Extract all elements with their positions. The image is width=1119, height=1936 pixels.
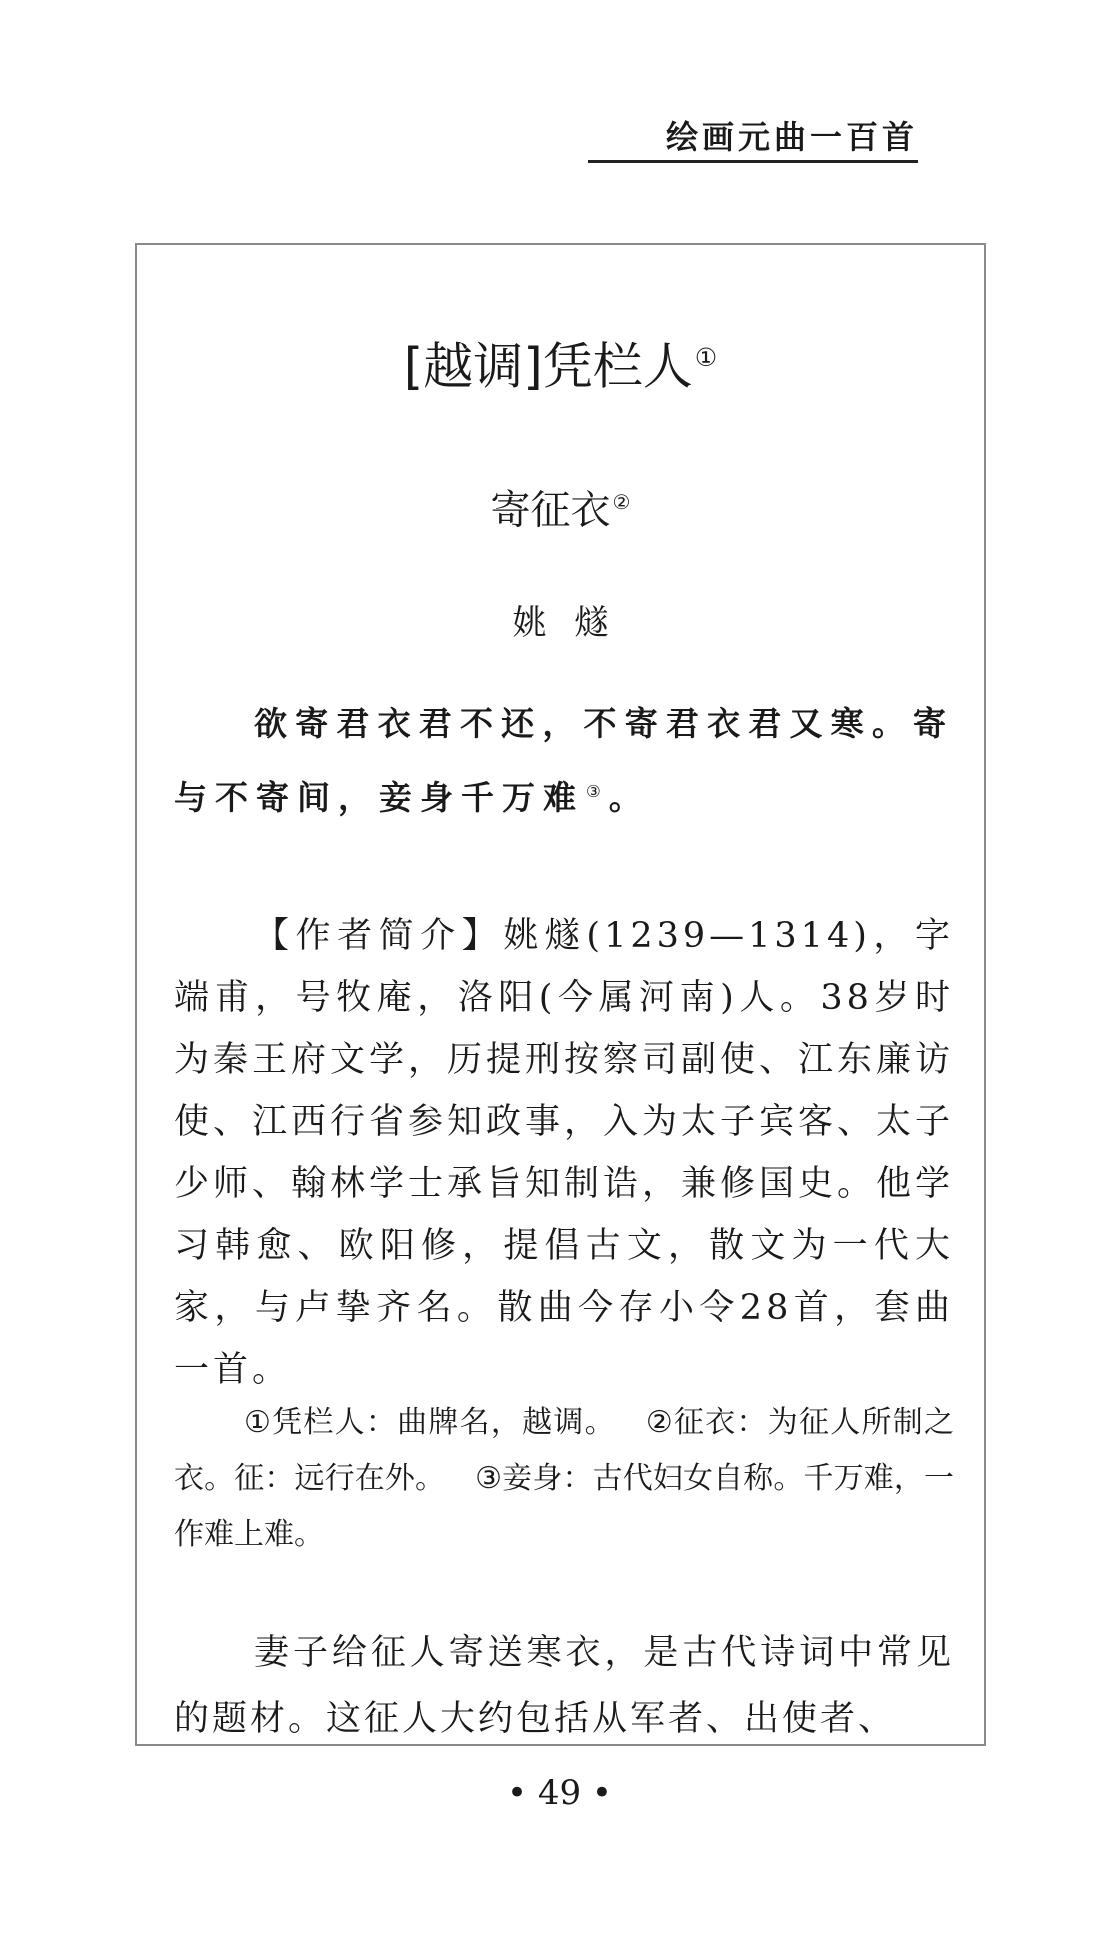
poem-text (174, 690, 954, 832)
content-frame (135, 243, 986, 1746)
page-number: • 49 • (507, 1773, 612, 1813)
footnote-marker: ① (694, 343, 718, 372)
piece-title (137, 325, 984, 400)
poem-end-punct: 。 (608, 778, 650, 817)
piece-subtitle-text: 寄征衣 (490, 487, 611, 534)
piece-subtitle (137, 475, 984, 537)
footnote-3: ③妾身：古代妇女自称。千万难，一作难上难。 (174, 1461, 954, 1552)
footnote-1: ①凭栏人：曲牌名，越调。 (244, 1405, 616, 1440)
footnotes (174, 1395, 954, 1563)
footnote-2: ②征衣：为征人所制之衣。征：远行在外。 (174, 1405, 954, 1496)
intro-text: 姚燧(1239—1314)，字端甫，号牧庵，洛阳(今属河南)人。38岁时为秦王府文学，历提刑按察司副使、江东廉访使、江西行省参知政事，入为太子宾客、太子少师、翰林学士承旨知制诰，兼修国史。他学习韩愈、欧阳修，提倡古文，散文为一代大家，与卢挚齐名。散曲今存小令28首，套曲一首。 (174, 916, 955, 1390)
author-introduction (174, 905, 954, 1401)
intro-label: 【作者简介】 (254, 916, 504, 956)
footnote-marker: ③ (586, 782, 609, 801)
poem-body: 欲寄君衣君不还，不寄君衣君又寒。寄与不寄间，妾身千万难 (174, 704, 954, 817)
footnote-marker: ② (612, 490, 631, 514)
commentary-paragraph: 妻子给征人寄送寒衣，是古代诗词中常见的题材。这征人大约包括从军者、出使者、 (174, 1633, 954, 1739)
piece-title-text: [越调]凭栏人 (403, 337, 693, 396)
running-header: 绘画元曲一百首 (588, 118, 918, 163)
author-name: 姚燧 (512, 603, 637, 643)
